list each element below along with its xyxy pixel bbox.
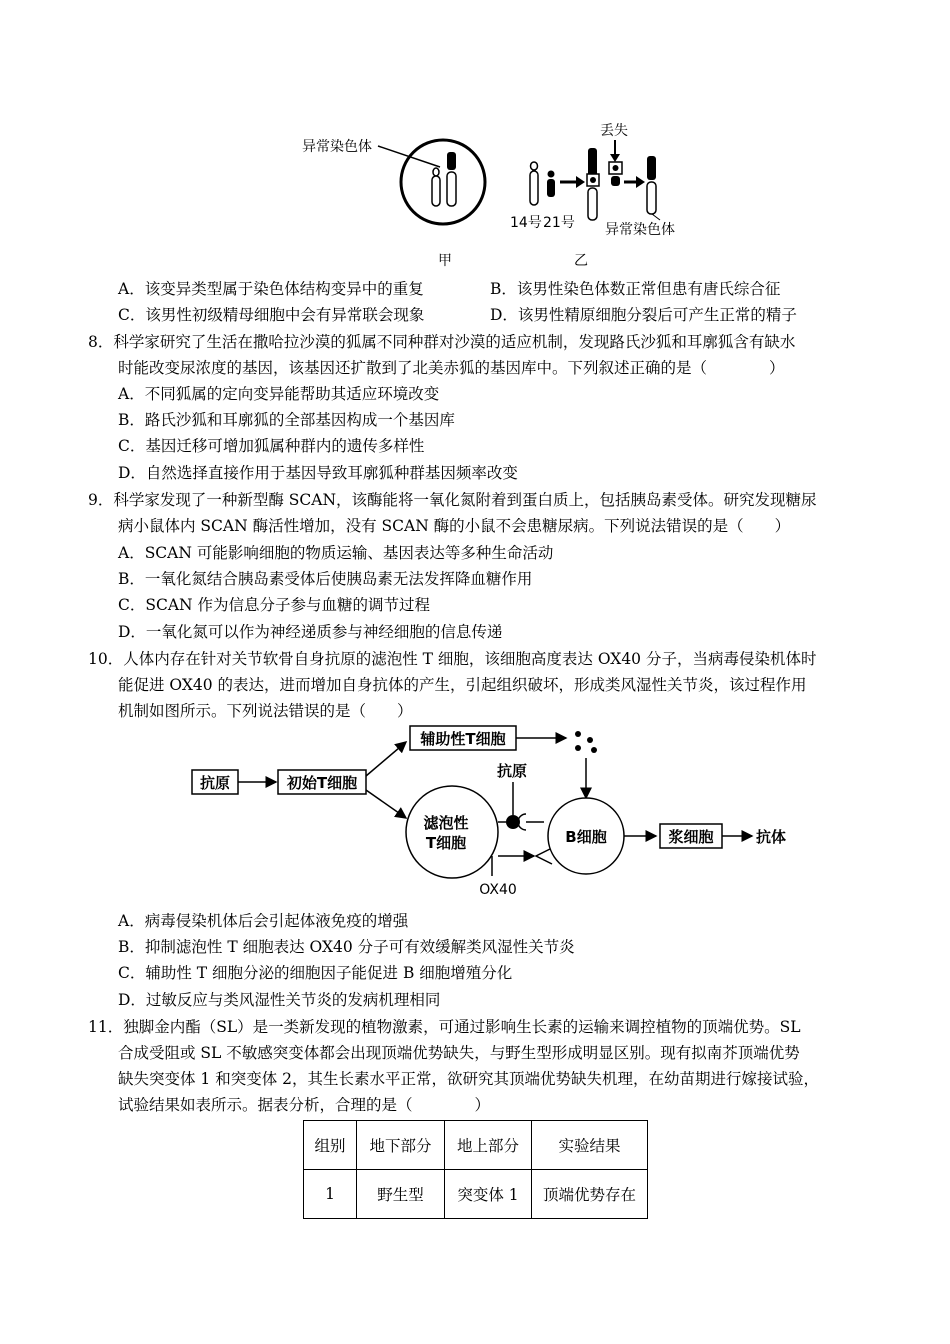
table-row: [304, 1170, 648, 1219]
chromosome-abnormal-jia: [447, 152, 456, 206]
q11-stem-line1: 11．独脚金内酯（SL）是一类新发现的植物激素，可通过影响生长素的运输来调控植物的顶端优势。SL: [88, 1018, 801, 1036]
q7-option-b: B．该男性染色体数正常但患有唐氏综合征: [490, 280, 781, 298]
q8-stem-line1: 8．科学家研究了生活在撒哈拉沙漠的狐属不同种群对沙漠的适应机制，发现路氏沙狐和耳廓狐含有缺水: [88, 333, 796, 351]
q7-option-a: A．该变异类型属于染色体结构变异中的重复: [118, 280, 424, 298]
table-header-cell: 组别: [304, 1121, 357, 1170]
label-abnormal-yi: 异常染色体: [605, 222, 675, 238]
cytokine-dots: [575, 731, 597, 753]
table-cell: 1: [304, 1170, 357, 1219]
q9-option-a: A．SCAN 可能影响细胞的物质运输、基因表达等多种生命活动: [118, 544, 554, 562]
label-abnormal-jia: 异常染色体: [302, 139, 372, 155]
label-chr21: 21号: [543, 215, 575, 231]
q8-option-d: D．自然选择直接作用于基因导致耳廓狐种群基因频率改变: [118, 464, 518, 482]
q11-stem-line4: 试验结果如表所示。据表分析，合理的是（ ）: [118, 1096, 491, 1114]
chromosome-normal-jia: [432, 168, 440, 206]
q10-stem-line1: 10．人体内存在针对关节软骨自身抗原的滤泡性 T 细胞，该细胞高度表达 OX40 分子，当病毒侵染机体时: [88, 650, 817, 668]
q7-option-c: C．该男性初级精母细胞中会有异常联会现象: [118, 306, 425, 324]
antigen-label: 抗原: [496, 762, 528, 780]
table-cell: 野生型: [357, 1170, 445, 1219]
helper-t-label: 辅助性T细胞: [420, 730, 506, 748]
table-cell: 顶端优势存在: [532, 1170, 648, 1219]
table-header-row: [304, 1121, 648, 1170]
chromosome-14: [530, 162, 538, 205]
b-cell-label: B细胞: [565, 828, 607, 846]
label-lost: 丢失: [600, 123, 628, 139]
q10-option-b: B．抑制滤泡性 T 细胞表达 OX40 分子可有效缓解类风湿性关节炎: [118, 938, 575, 956]
q9-option-c: C．SCAN 作为信息分子参与血糖的调节过程: [118, 596, 431, 614]
antigen-box-label: 抗原: [199, 774, 231, 792]
q10-option-a: A．病毒侵染机体后会引起体液免疫的增强: [118, 912, 409, 930]
table-cell: 突变体 1: [445, 1170, 532, 1219]
q9-stem-line1: 9．科学家发现了一种新型酶 SCAN，该酶能将一氧化氮附着到蛋白质上，包括胰岛素受体。研究发现糖尿: [88, 491, 817, 509]
q10-option-d: D．过敏反应与类风湿性关节炎的发病机理相同: [118, 991, 441, 1009]
q11-stem-line2: 合成受阻或 SL 不敏感突变体都会出现顶端优势缺失，与野生型形成明显区别。现有拟南芥顶端优势: [118, 1044, 800, 1062]
label-chr14: 14号: [510, 215, 542, 231]
q10-option-c: C．辅助性 T 细胞分泌的细胞因子能促进 B 细胞增殖分化: [118, 964, 513, 982]
grafting-results-table: [303, 1120, 648, 1219]
pointer-line: [378, 146, 440, 167]
q7-option-d: D．该男性精原细胞分裂后可产生正常的精子: [490, 306, 797, 324]
table-header-cell: 地上部分: [445, 1121, 532, 1170]
q11-stem-line3: 缺失突变体 1 和突变体 2，其生长素水平正常，欲研究其顶端优势缺失机理，在幼苗期进行嫁接试验，: [118, 1070, 820, 1088]
chromosome-abnormal-yi: [647, 156, 656, 214]
follicular-t-label-2: T细胞: [425, 834, 467, 852]
q8-option-a: A．不同狐属的定向变异能帮助其适应环境改变: [118, 385, 440, 403]
caption-yi: 乙: [574, 253, 588, 269]
q9-stem-line2: 病小鼠体内 SCAN 酶活性增加，没有 SCAN 酶的小鼠不会患糖尿病。下列说法错误的是（ ）: [118, 517, 791, 535]
q8-option-b: B．路氏沙狐和耳廓狐的全部基因构成一个基因库: [118, 411, 455, 429]
ox40-label: OX40: [479, 882, 517, 898]
caption-jia: 甲: [438, 253, 452, 269]
q8-option-c: C．基因迁移可增加狐属种群内的遗传多样性: [118, 437, 425, 455]
antibody-label: 抗体: [756, 828, 787, 846]
q9-option-d: D．一氧化氮可以作为神经递质参与神经细胞的信息传递: [118, 623, 503, 641]
chromosome-21: [547, 171, 555, 198]
table-header-cell: 地下部分: [357, 1121, 445, 1170]
q10-stem-line2: 能促进 OX40 的表达，进而增加自身抗体的产生，引起组织破坏，形成类风湿性关节炎，该过程作用: [118, 676, 807, 694]
follicular-t-cell: [406, 786, 498, 878]
plasma-cell-label: 浆细胞: [668, 828, 714, 846]
naive-t-label: 初始T细胞: [286, 774, 358, 792]
table-header-cell: 实验结果: [532, 1121, 648, 1170]
cell-circle-jia: [401, 140, 485, 224]
immune-mechanism-figure: [180, 722, 810, 904]
q8-stem-line2: 时能改变尿浓度的基因，该基因还扩散到了北美赤狐的基因库中。下列叙述正确的是（ ）: [118, 359, 785, 377]
q9-option-b: B．一氧化氮结合胰岛素受体后使胰岛素无法发挥降血糖作用: [118, 570, 533, 588]
q10-stem-line3: 机制如图所示。下列说法错误的是（ ）: [118, 702, 413, 720]
follicular-t-label-1: 滤泡性: [423, 814, 469, 832]
